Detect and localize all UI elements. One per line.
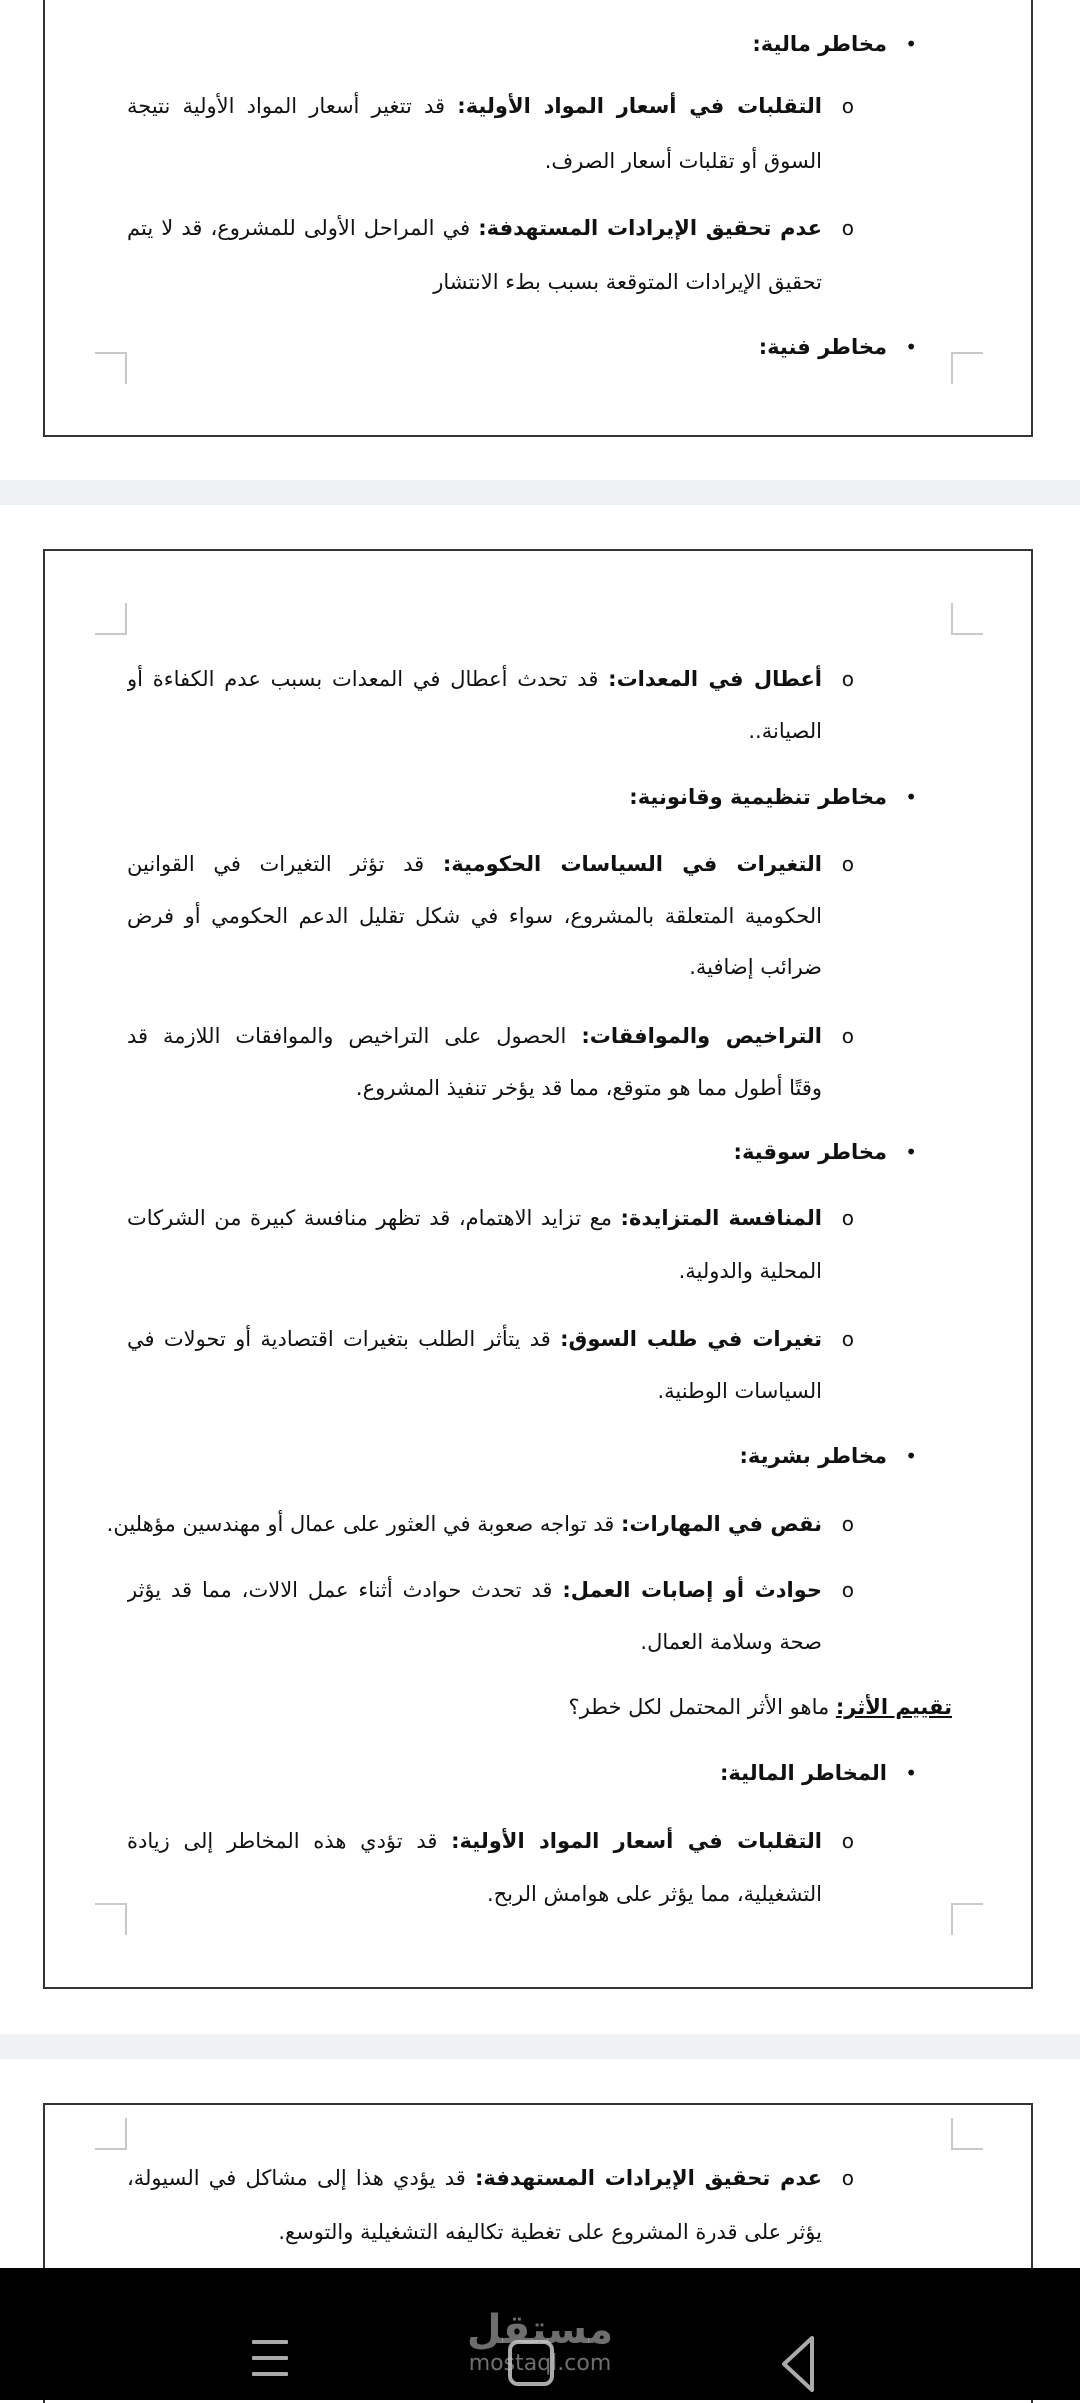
item-term: أعطال في المعدات: (608, 667, 822, 691)
sub-bullet-icon: o (841, 216, 854, 240)
sub-bullet-icon: o (841, 2166, 854, 2190)
item-text: التشغيلية، مما يؤثر على هوامش الربح. (486, 1882, 822, 1906)
bullet-icon: • (905, 1444, 917, 1468)
section-heading (127, 18, 887, 70)
item-text: صحة وسلامة العمال. (640, 1630, 822, 1654)
list-item-continuation (127, 2206, 822, 2258)
item-term: المخاطر المالية: (720, 1761, 887, 1785)
sub-bullet-icon: o (841, 1512, 854, 1536)
list-item-continuation (127, 1365, 822, 1417)
item-text: قد تتغير أسعار المواد الأولية نتيجة (127, 94, 446, 118)
list-item-continuation (127, 1616, 822, 1668)
item-term: مخاطر تنظيمية وقانونية: (629, 785, 887, 809)
item-text: الصيانة.. (748, 719, 822, 743)
sub-bullet-icon: o (841, 1578, 854, 1602)
page-margin-corner (95, 352, 127, 384)
item-term: عدم تحقيق الإيرادات المستهدفة: (474, 2166, 822, 2190)
bullet-icon: • (905, 785, 917, 809)
item-text: قد تحدث حوادث أثناء عمل الالات، مما قد يؤثر (127, 1578, 553, 1602)
sub-bullet-icon: o (841, 1829, 854, 1853)
system-navigation-bar (0, 2268, 1080, 2400)
list-item (127, 2152, 822, 2204)
list-item (106, 1498, 822, 1550)
sub-bullet-icon: o (841, 1024, 854, 1048)
sub-bullet-icon: o (841, 1327, 854, 1351)
section-heading (127, 771, 887, 823)
item-text: تحقيق الإيرادات المتوقعة بسبب بطء الانتشار (433, 270, 822, 294)
list-item (127, 1681, 952, 1733)
back-icon[interactable] (778, 2334, 818, 2394)
item-term: مخاطر فنية: (758, 335, 887, 359)
section-heading (127, 1126, 887, 1178)
list-item-continuation (127, 941, 822, 993)
item-term: حوادث أو إصابات العمل: (562, 1578, 822, 1602)
sub-bullet-icon: o (841, 852, 854, 876)
page-margin-corner (951, 352, 983, 384)
section-heading (127, 1430, 887, 1482)
watermark-latin: mostaql.com (468, 2351, 612, 2376)
item-text: قد تحدث أعطال في المعدات بسبب عدم الكفاءة أو (127, 667, 599, 691)
item-term: مخاطر بشرية: (739, 1444, 887, 1468)
bullet-icon: • (905, 1140, 917, 1164)
list-item (127, 838, 822, 890)
item-text: في المراحل الأولى للمشروع، قد لا يتم (127, 216, 479, 240)
bullet-icon: • (905, 1761, 917, 1785)
page-margin-corner (95, 1903, 127, 1935)
page-margin-corner (95, 603, 127, 635)
item-term: التقلبات في أسعار المواد الأولية: (451, 1829, 822, 1853)
item-term: مخاطر سوقية: (733, 1140, 887, 1164)
sub-bullet-icon: o (841, 94, 854, 118)
item-text: قد تواجه صعوبة في العثور على عمال أو مهندسين مؤهلين. (106, 1512, 622, 1536)
item-text: قد يؤدي هذا إلى مشاكل في السيولة، (127, 2166, 466, 2190)
list-item (127, 1564, 822, 1616)
item-term: التقلبات في أسعار المواد الأولية: (457, 94, 822, 118)
item-term: التغيرات في السياسات الحكومية: (442, 852, 822, 876)
watermark-logo (440, 2308, 640, 2376)
list-item (127, 1192, 822, 1244)
page-margin-corner (951, 603, 983, 635)
item-text: وقتًا أطول مما هو متوقع، مما قد يؤخر تنفيذ المشروع. (355, 1076, 822, 1100)
item-text: مع تزايد الاهتمام، قد تظهر منافسة كبيرة من الشركات (127, 1206, 621, 1230)
list-item (127, 202, 822, 254)
page-margin-corner (95, 2118, 127, 2150)
recent-apps-button[interactable] (252, 2340, 288, 2388)
item-text: السوق أو تقلبات أسعار الصرف. (544, 149, 822, 173)
list-item-continuation (127, 705, 822, 757)
list-item (127, 1313, 822, 1365)
item-text: قد تؤدي هذه المخاطر إلى زيادة (127, 1829, 438, 1853)
item-term: عدم تحقيق الإيرادات المستهدفة: (478, 216, 822, 240)
page-margin-corner (951, 1903, 983, 1935)
item-term: تغيرات في طلب السوق: (560, 1327, 822, 1351)
item-term: نقص في المهارات: (621, 1512, 822, 1536)
item-text: ماهو الأثر المحتمل لكل خطر؟ (568, 1695, 836, 1719)
item-text: المحلية والدولية. (678, 1259, 822, 1283)
assessment-title: تقييم الأثر: (835, 1695, 952, 1719)
sub-bullet-icon: o (841, 667, 854, 691)
item-term: المنافسة المتزايدة: (620, 1206, 822, 1230)
item-text: الحكومية المتعلقة بالمشروع، سواء في شكل تقليل الدعم الحكومي أو فرض (127, 904, 822, 928)
list-item (127, 1815, 822, 1867)
page-margin-corner (951, 2118, 983, 2150)
watermark-arabic: مستقل (466, 2307, 614, 2353)
list-item-continuation (127, 135, 822, 187)
item-text: ضرائب إضافية. (689, 955, 822, 979)
section-heading (127, 321, 887, 373)
list-item (127, 1010, 822, 1062)
list-item-continuation (127, 1062, 822, 1114)
item-term: التراخيص والموافقات: (581, 1024, 822, 1048)
page-separator (0, 2034, 1080, 2059)
item-text: قد يتأثر الطلب بتغيرات اقتصادية أو تحولات في (127, 1327, 561, 1351)
bullet-icon: • (905, 335, 917, 359)
sub-bullet-icon: o (841, 1206, 854, 1230)
list-item-continuation (127, 1245, 822, 1297)
list-item-continuation (127, 1868, 822, 1920)
item-text: يؤثر على قدرة المشروع على تغطية تكاليفه التشغيلية والتوسع. (278, 2220, 822, 2244)
list-item-continuation (127, 256, 822, 308)
bullet-icon: • (905, 32, 917, 56)
list-item (127, 80, 822, 132)
section-heading (127, 1747, 887, 1799)
item-text: قد تؤثر التغيرات في القوانين (127, 852, 425, 876)
page-separator (0, 480, 1080, 505)
item-text: السياسات الوطنية. (657, 1379, 822, 1403)
list-item (127, 653, 822, 705)
item-text: الحصول على التراخيص والموافقات اللازمة قد (127, 1024, 567, 1048)
list-item-continuation (127, 890, 822, 942)
item-term: مخاطر مالية: (752, 32, 887, 56)
